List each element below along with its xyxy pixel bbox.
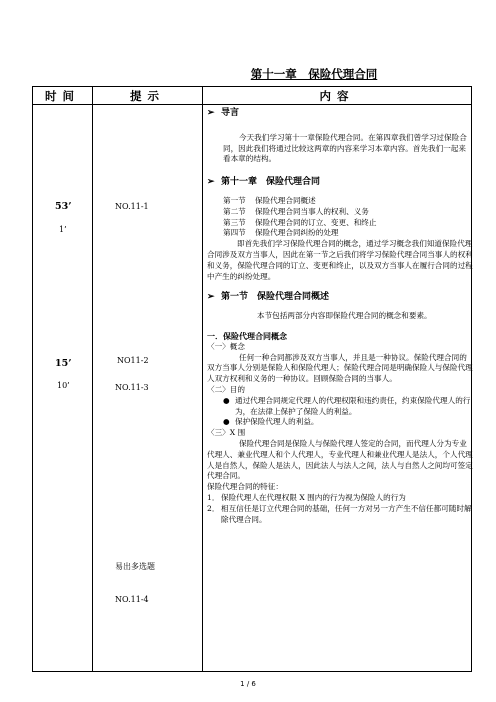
hint-no11-2: NO11-2 — [117, 356, 149, 365]
overview-text: 即首先我们学习保险代理合同的概念，通过学习概念我们知道保险代理合同涉及双方当事人，因此在第一节之后我们将学习保险代理合同当事人的权利和义务，保险代理合同的订立、变更和终止，以及双方当事人在履行合同的过程中产生的纠纷处理。 — [207, 239, 473, 281]
header-hint: 提示 — [93, 87, 203, 105]
time-15: 15’ — [55, 358, 72, 369]
section1-text: 本节包括两部分内容即保险代理合同的概念和要素。 — [257, 311, 432, 321]
hint-no11-4: NO.11-4 — [115, 595, 149, 604]
purpose-bullet-item: ● 通过代理合同规定代理人的代理权限和违约责任，约束保险代理人的行为，在法律上保护了保险人的利益。 — [223, 395, 471, 416]
hint-no11-1: NO.11-1 — [115, 202, 149, 211]
table-header-row — [33, 87, 472, 105]
features-label: 保险代理合同的特征： — [207, 482, 283, 492]
chapter-toc — [207, 196, 473, 239]
toc-item: 第二节 保险代理合同当事人的权利、义务 — [223, 206, 369, 216]
time-10: 10’ — [57, 381, 70, 390]
header-time: 时间 — [33, 87, 93, 105]
toc-item: 第三节 保险代理合同的订立、变更、和终止 — [223, 217, 377, 227]
arrow-bullet-icon: ➢ — [207, 108, 215, 118]
page-number: 1 / 6 — [240, 680, 256, 688]
bullet-dot-icon: ● — [223, 395, 230, 405]
section1-heading: ➢ 第一节 保险代理合同概述 — [207, 292, 330, 303]
intro-text: 今天我们学习第十一章保险代理合同。在第四章我们曾学习过保险合同，因此我们将通过比较这两章的内容来学习本章内容。首先我们一起来看本章的结构。 — [223, 132, 467, 164]
bullet-dot-icon: ● — [223, 417, 230, 427]
part1-heading: 一．保险代理合同概念 — [207, 330, 287, 341]
hint-no11-3: NO.11-3 — [115, 383, 149, 392]
arrow-bullet-icon: ➢ — [207, 177, 215, 188]
time-53: 53’ — [55, 201, 72, 212]
content-column — [203, 105, 472, 672]
concept-text: 任何一种合同都涉及双方当事人，并且是一种协议。保险代理合同的双方当事人分别是保险人和保险代理人；保险代理合同是明确保险人与保险代理人双方权利和义务的一种协议。回顾保险合同的当事人。 — [207, 352, 473, 384]
toc-item: 第一节 保险代理合同概述 — [223, 195, 316, 205]
scope-text: 保险代理合同是保险人与保险代理人签定的合同，而代理人分为专业代理人、兼业代理人和个人代理人，专业代理人和兼业代理人是法人，个人代理人是自然人，保险人是法人，因此法人与法人之间，法人与自然人之间均可签定代理合同。 — [207, 438, 473, 481]
sub-heading-purpose: 〈二〉目的 — [207, 384, 245, 394]
hint-column — [93, 105, 203, 672]
chapter-heading: ➢ 第十一章 保险代理合同 — [207, 177, 321, 188]
lesson-table — [32, 86, 472, 672]
toc-item: 第四节 保险代理合同纠纷的处理 — [223, 228, 339, 238]
purpose-bullet-item: ● 保护保险代理人的利益。 — [223, 417, 319, 427]
time-1: 1’ — [59, 225, 67, 234]
content-body — [207, 105, 473, 525]
feature-item: 2． 相互信任是订立代理合同的基础，任何一方对另一方产生不信任都可随时解除代理合同。 — [207, 503, 472, 524]
sub-heading-scope: 〈三〉X 围 — [207, 428, 246, 438]
time-column — [33, 105, 93, 672]
hint-multi-choice: 易出多选题 — [115, 562, 155, 571]
feature-item: 1． 保险代理人在代理权限 X 围内的行为视为保险人的行为 — [207, 492, 406, 502]
header-content: 内容 — [203, 87, 472, 105]
table-body-row — [33, 105, 472, 672]
page-title: 第十一章 保险代理合同 — [250, 67, 378, 81]
sub-heading-concept: 〈一〉概念 — [207, 341, 245, 351]
arrow-bullet-icon: ➢ — [207, 292, 215, 303]
intro-heading: ➢ 导言 — [207, 108, 240, 118]
